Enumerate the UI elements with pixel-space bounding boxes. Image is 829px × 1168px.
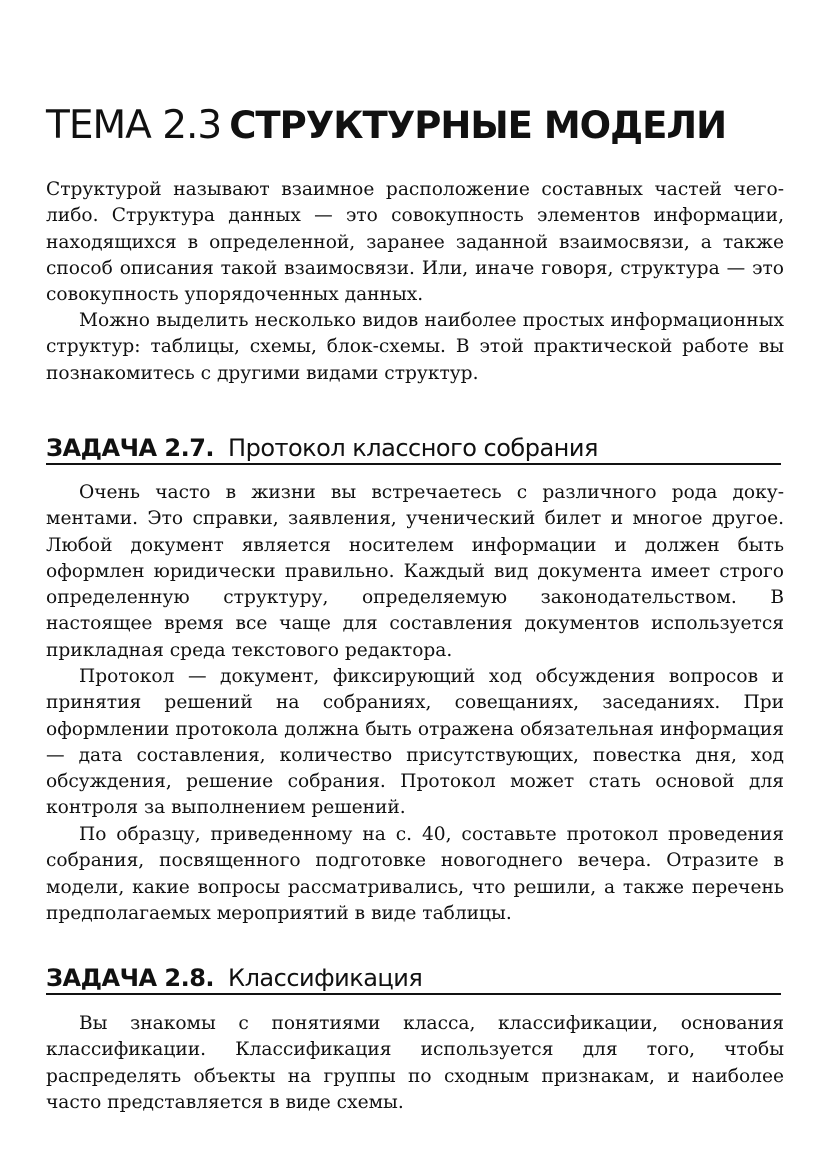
intro-paragraph-2: Можно выделить несколько видов наиболее простых информационных структур: таблицы, схемы, блок-схемы. В этой практической работе вы познакомитесь с другими видами структур. (46, 310, 784, 384)
task-2-8-label: ЗАДАЧА 2.8. (46, 964, 215, 992)
intro-paragraph-1: Структурой называют взаимное расположение составных частей чего-либо. Структура данных — это совокупность элементов информации, находящихся в определенной, заранее заданной взаимосвязи, а также способ описания такой взаимосвязи. Или, иначе говоря, структура — это совокупность упорядоченных данных. (46, 179, 784, 306)
task-2-7-paragraph-3: По образцу, приведенному на с. 40, составьте протокол проведения собрания, посвященного подготовке новогоднего вечера. Отразите в модели, какие вопросы рассматривались, что решили, а также перечень предполагаемых мероприятий в виде таблицы. (46, 824, 784, 924)
task-2-7-heading (46, 433, 781, 465)
topic-number: ТЕМА 2.3 (46, 103, 222, 148)
task-2-8-paragraph-1: Вы знакомы с понятиями класса, классификации, основания классификации. Классификация используется для того, чтобы распределять объекты на группы по сходным признакам, и наиболее часто представляется в виде схемы. (46, 1013, 784, 1113)
topic-heading (46, 102, 726, 157)
task-2-8-heading (46, 963, 781, 995)
task-2-7-paragraph-1: Очень часто в жизни вы встречаетесь с различного рода документами. Это справки, заявления, ученический билет и многое другое. Любой документ является носителем информации и должен быть оформлен юридически правильно. Каждый вид документа имеет строго определенную структуру, определяемую законодательством. В настоящее время все чаще для составления документов используется прикладная среда текстового редактора. (46, 482, 784, 661)
task-2-7-paragraph-2: Протокол — документ, фиксирующий ход обсуждения вопросов и принятия решений на собраниях, совещаниях, заседаниях. При оформлении протокола должна быть отражена обязательная информация — дата составления, количество присутствующих, повестка дня, ход обсуждения, решение собрания. Протокол может стать основой для контроля за выполнением решений. (46, 666, 784, 819)
topic-title: СТРУКТУРНЫЕ МОДЕЛИ (229, 104, 727, 147)
task-2-7-title: Протокол классного собрания (228, 434, 598, 462)
task-2-8-title: Классификация (228, 964, 423, 992)
task-2-7-label: ЗАДАЧА 2.7. (46, 434, 215, 462)
